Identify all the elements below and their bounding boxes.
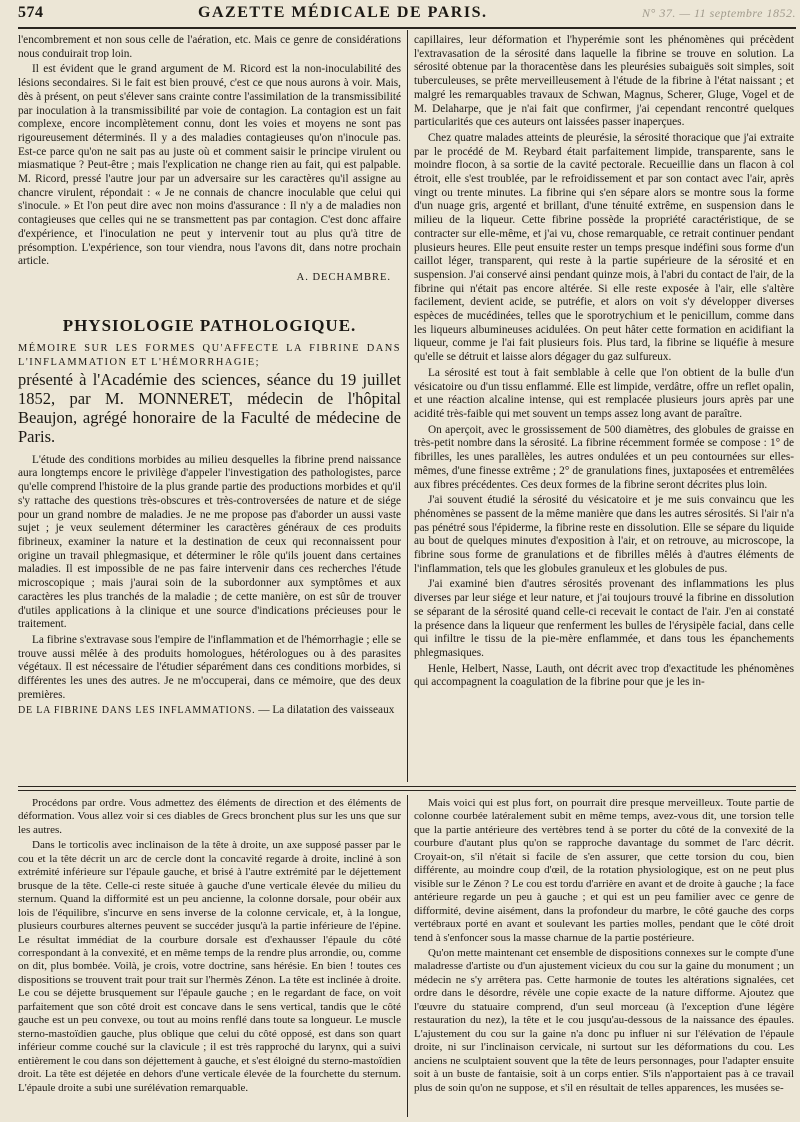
memoir-title-caps: MÉMOIRE SUR LES FORMES QU'AFFECTE LA FIBRINE DANS L'INFLAMMATION ET L'HÉMORRHAGIE; [18,343,401,369]
paragraph: L'étude des conditions morbides au milieu desquelles la fibrine prend naissance aura longtemps encore le privilège d'appeler l'investigation des pathologistes, parce qu'elle comprend l'histoire de la plus grande partie des productions morbides et qu'il s'y rattache des questions très-obscures et très-controversées de nature et de siége pour un grand nombre de maladies. Je ne me propose pas d'aborder un aussi vaste sujet ; je veux seulement déterminer les caractères généraux de ces produits fibrineux, examiner la nature et la destination de ceux qui reconnaissent pour origine un travail phlegmasique, et déterminer le rôle qu'ils jouent dans certaines maladies. Il est impossible de ne pas faire intervenir dans ces recherches l'étude microscopique ; mais j'aurai soin de la subordonner aux symptômes et aux caractères les plus tranchés de la maladie ; de cette manière, on est sûr de trouver d'utiles applications à la clinique et une source d'indications précieuses pour le traitement. [18,453,401,631]
header-rule [18,27,796,29]
section-rule-bottom [18,790,796,791]
upper-left-column [18,34,401,778]
subsection-lead [18,704,401,718]
issue-date: N° 37. — 11 septembre 1852. [642,6,796,20]
column-divider-upper [407,30,408,782]
paragraph: Procédons par ordre. Vous admettez des éléments de direction et des éléments de déformation. Vous allez voir si ces diables de Grecs bronchent plus sur les uns que sur les autres. [18,797,401,836]
paragraph: Qu'on mette maintenant cet ensemble de dispositions connexes sur le compte d'une maladresse d'artiste ou d'un ajustement vicieux du cou sur la gaine du monument ; un médecin ne s'y arrêtera pas. Cette harmonie de toutes les altérations signalées, cet ordre dans le désordre, révèle une copie exacte de la nature difforme. Ajoutez que l'œuvre du statuaire comprend, d'un seul morceau (à l'exception d'une légère restauration du nez), la tête et le cou jusqu'au-dessous de la naissance des épaules. L'ajustement du cou sur la gaine n'a donc pu influer ni sur l'élévation de l'épaule droite, ni sur l'inclinaison cervicale, ni surtout sur les déformations du cou. Les anciens ne sculptaient souvent que la tête de leurs personnages, pour l'adapter ensuite soit à un buste de fantaisie, soit à un corps entier. S'ils n'apportaient pas à ce travail plus de soin qu'on ne suppose, et s'il en résultait de telles apparences, les musées se- [414,946,794,1094]
paragraph: Il est évident que le grand argument de M. Ricord est la non-inoculabilité des lésions secondaires. Si le fait est bien prouvé, c'est ce que nous aurons à voir. Mais, dès à présent, on peut s'élever sans crainte contre l'assimilation de la transmissibilité par inoculation à la transmissibilité par voie de contagion. La contagion est un fait complexe, encore incomplètement connu, dont les voies et moyens ne sont pas rigoureusement déterminés. Il y a des maladies contagieuses qu'on n'inocule pas. Est-ce parce qu'on ne sait pas au juste où et comment saisir le principe virulent ou miasmatique ? Peut-être ; mais l'explication ne change rien au fait, qui est palpable. M. Ricord, pressé l'autre jour par un adversaire sur les caractères qu'il assigne au chancre virulent, répondait : « Je ne connais de chancre inoculable que celui qui s'inocule. » Et l'on peut dire avec non moins d'assurance : Il n'y a de maladies non contagieuses que celles qui ne se transmettent pas par contagion. C'est donc affaire d'expérience, et l'inoculation ne peut y intervenir tout au plus qu'à titre de présomption. L'expérience, son tour viendra, nous l'avons dit, dans notre prochain article. [18,63,401,268]
paragraph: La sérosité est tout à fait semblable à celle que l'on obtient de la bulle d'un vésicatoire ou d'un tissu enflammé. Elle est limpide, verdâtre, offre un reflet opalin, et une réaction alcaline intense, qui est remplacée plusieurs jours après par une acidité très-faible qui met souvent un temps assez long avant de paraître. [414,366,794,420]
memoir-title-subtitle: présenté à l'Académie des sciences, séance du 19 juillet 1852, par M. MONNERET, médecin de l'hôpital Beaujon, agrégé honoraire de la Faculté de médecine de Paris. [18,369,401,446]
paragraph: Chez quatre malades atteints de pleurésie, la sérosité thoracique que j'ai extraite par le procédé de M. Reybard était parfaitement limpide, transparente, sans le moindre flocon, à sa sortie de la cavité pectorale. Recueillie dans un flacon à col étroit, elle s'est troublée, par le refroidissement et par son contact avec l'air, après vingt ou trente minutes. La fibrine qui s'en sépare alors se montre sous la forme d'un nuage gris, argenté et brillant, d'une ténuité extrême, en suspension dans le milieu de la liqueur. Cette fibrine possède la propriété caractéristique, de se contracter sur elle-même, et j'ai vu, chose remarquable, ce retrait continuer pendant plusieurs heures. Elle peut ensuite rester un temps presque indéfini sous forme d'un caillot léger, transparent, qui reste à la partie supérieure de la sérosité et en suspension. J'ai conservé ainsi pendant quinze mois, à l'abri du contact de l'air, de la fibrine qui n'était pas encore altérée. Si elle reste exposée à l'air, elle s'altère facilement, devient acide, se putréfie, et alors on voit s'y développer diverses espèces de mucédinées, telles que le sporotrychium et le penicillum, comme dans les liqueurs albumineuses acidulées. On peut hâter cette formation en acidifiant la liqueur, comme je l'ai fait plusieurs fois. Plus tard, la fibrine se liquéfie à mesure qu'elle se détruit et laisse alors dégager du gaz sulfureux. [414,131,794,364]
upper-right-column [414,34,794,778]
lower-left-column [18,797,401,1117]
page-number: 574 [18,4,44,21]
subsection-title: DE LA FIBRINE DANS LES INFLAMMATIONS. [18,705,256,717]
paragraph: J'ai examiné bien d'autres sérosités provenant des inflammations les plus diverses par leur siége et leur nature, et j'ai toujours trouvé la fibrine en dissolution se séparant de la sérosité quand celle-ci recevait le contact de l'air. J'en ai constaté la présence dans la liqueur que renferment les bulles de l'érysipèle facial, dans celle qui infiltre le tissu de la pie-mère enflammée, et dans tous les épanchements phlegmasiques. [414,578,794,659]
paragraph: Henle, Helbert, Nasse, Lauth, ont décrit avec trop d'exactitude les phénomènes qui accompagnent la coagulation de la fibrine pour que je les in- [414,662,794,689]
section-title: PHYSIOLOGIE PATHOLOGIQUE. [62,315,357,335]
paragraph: Mais voici qui est plus fort, on pourrait dire presque merveilleux. Toute partie de colonne courbée latéralement subit en même temps, avez-vous dit, une torsion telle que la partie antérieure des vertèbres tend à se porter du côté de la convexité de la courbure d'autant plus qu'on se rapproche davantage du sommet de l'arc décrit. Croyait-on, s'il n'était si facile de s'en assurer, que cette torsion du cou, bien différente, au moindre coup d'œil, de la rotation physiologique, est on ne peut plus visible sur le Zénon ? Le cou est tordu d'arrière en avant et de droite à gauche ; la face antérieure regarde un peu à gauche ; et qui est un peu familier avec ce genre de difformité, devine aisément, dans la profondeur du marbre, le côté gauche des corps vertébraux porté en avant et soulevant les parties molles, pendant que le côté droit tend à s'enfoncer sous la masse charnue de la partie postérieure. [414,797,794,944]
paragraph: On aperçoit, avec le grossissement de 500 diamètres, des globules de graisse en très-petit nombre dans la sérosité. La fibrine récemment formée se compose : 1° de fibrilles, les unes parallèles, les autres ondulées et un peu contournées sur elles-mêmes, d'une finesse extrême ; 2° de granulations fines, juxtaposées et entremêlées aux fibres précédentes. Ces deux formes de la fibrine seront décrites plus loin. [414,423,794,491]
section-rule-top [18,786,796,787]
paragraph: l'encombrement et non sous celle de l'aération, etc. Mais ce genre de considérations nous conduirait trop loin. [18,34,401,60]
author-signature: A. DECHAMBRE. [296,271,391,283]
paragraph: Dans le torticolis avec inclinaison de la tête à droite, un axe supposé passer par le cou et la tête décrit un arc de cercle dont la concavité regarde à droite, incliné à son extrémité inférieure sur l'épaule gauche, et brisé à l'autre extrémité par le déjettement brusque de la tête. Celle-ci reste située à gauche d'une verticale élevée du milieu du sternum. Quand la difformité est un peu ancienne, la colonne dorsale, pour obéir aux lois de l'équilibre, s'incurve en sens inverse de la colonne cervicale, et, à la longue, plusieurs courbures alternes peuvent se succéder jusqu'à la partie inférieure de l'épine. Le résultat immédiat de la courbure dorsale est d'exhausser l'épaule du côté correspondant à la convexité, et en même temps de la rendre plus arrondie, ou, comme on dit, plus bombée. Voilà, je crois, votre doctrine, sans hérésie. En bien ! toutes ces dispositions se trouvent trait pour trait sur l'hermès Zénon. La tête est inclinée à droite. Le cou se déjette brusquement sur l'épaule gauche ; en le regardant de face, on voit parfaitement que son côté droit est concave dans le sens vertical, tandis que le côté gauche est un peu convexe, ou tout au moins renflé dans toute sa longueur. Le muscle sterno-mastoïdien gauche, plus oblique que celui du côté opposé, est dans son quart inférieur comme couché sur la clavicule ; il est très rapproché du larynx, qui a suivi entièrement le cou dans son déjettement à gauche, et s'est éloigné du sterno-mastoïdien droit. La tête est déjetée en dehors d'une verticale élevée de la fourchette du sternum. L'épaule droite a subi une surélévation remarquable. [18,839,401,1094]
paragraph: La fibrine s'extravase sous l'empire de l'inflammation et de l'hémorrhagie ; elle se trouve aussi mêlée à des produits homologues, hétérologues ou à des parasites végétaux. Il est nécessaire de l'étudier séparément dans ces conditions morbides, si différentes les unes des autres. Je ne m'occuperai, dans ce mémoire, que des deux premières. [18,633,401,701]
paragraph: capillaires, leur déformation et l'hyperémie sont les phénomènes qui précèdent l'extravasation de la sérosité dans laquelle la fibrine se trouve en solution. La sérosité obtenue par la thoracentèse dans les pleurésies subaiguës soit simples, soit tuberculeuses, se prête merveilleusement à l'étude de la fibrine à l'état naissant ; et malgré les remarquables travaux de Schwan, Magnus, Scherer, Gluge, Vogel et de M. Delaharpe, que je n'ai fait que confirmer, j'ai cependant rencontré quelques particularités que ces auteurs ont laissées passer inaperçues. [414,34,794,129]
journal-title: GAZETTE MÉDICALE DE PARIS. [198,4,488,21]
memoir-title [18,342,401,369]
paragraph: J'ai souvent étudié la sérosité du vésicatoire et je me suis convaincu que les phénomènes se passent de la même manière que dans les autres sérosités. Si l'air n'a pas pénétré sous l'épiderme, la fibrine reste en dissolution. Elle se sépare du liquide au bout de quelques minutes d'exposition à l'air, et on retrouve, au microscope, la fibrine sous forme de granulations et de fibrilles mêlés à d'autres éléments de l'inflammation, tels que les globules granuleux et les globules de pus. [414,494,794,575]
lower-right-column [414,797,794,1117]
column-divider-lower [407,795,408,1117]
subsection-lead-text: — La dilatation des vaisseaux [255,704,395,717]
page-header [18,4,796,26]
